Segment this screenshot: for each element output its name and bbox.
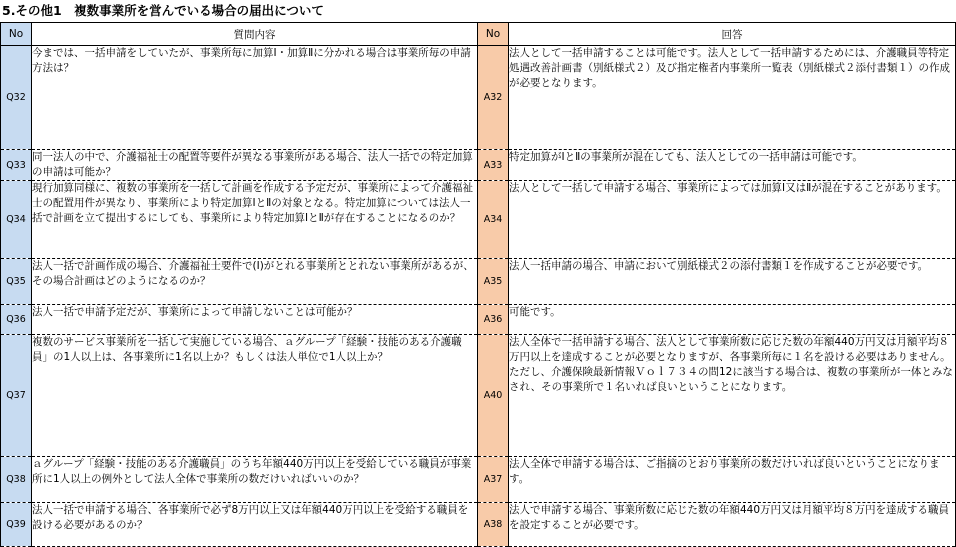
question-text: 複数のサービス事業所を一括して実施している場合、ａグループ「経験・技能のある介護職員」の1人以上は、各事業所に1名以上か？もしくは法人単位で1人以上か？ <box>32 335 478 457</box>
question-number: Q34 <box>1 181 32 259</box>
answer-number: A35 <box>478 259 509 305</box>
answer-text: 法人として一括して申請する場合、事業所によっては加算Ⅰ又はⅡが混在することがあります。 <box>509 181 956 259</box>
question-no-header: No <box>1 23 32 46</box>
question-text: ａグループ「経験・技能のある介護職員」のうち年額440万円以上を受給している職員が事業所に1人以上の例外として法人全体で事業所の数だけいればいいのか？ <box>32 457 478 503</box>
question-text: 法人一括で申請予定だが、事業所によって申請しないことは可能か？ <box>32 305 478 335</box>
table-row <box>1 259 956 305</box>
qa-table <box>0 22 956 547</box>
question-number: Q35 <box>1 259 32 305</box>
table-row <box>1 305 956 335</box>
answer-text: 特定加算がⅠとⅡの事業所が混在しても、法人としての一括申請は可能です。 <box>509 150 956 181</box>
answer-no-header: No <box>478 23 509 46</box>
answer-number: A40 <box>478 335 509 457</box>
question-text: 今までは、一括申請をしていたが、事業所毎に加算Ⅰ・加算Ⅱに分かれる場合は事業所毎の申請方法は？ <box>32 46 478 150</box>
answer-text: 可能です。 <box>509 305 956 335</box>
header-row <box>1 23 956 46</box>
question-text: 法人一括で申請する場合、各事業所で必ず8万円以上又は年額440万円以上を受給する職員を設ける必要があるのか？ <box>32 503 478 547</box>
answer-text: 法人一括申請の場合、申請において別紙様式２の添付書類１を作成することが必要です。 <box>509 259 956 305</box>
answer-text: 法人で申請する場合、事業所数に応じた数の年額440万円又は月額平均８万円を達成する職員を設定することが必要です。 <box>509 503 956 547</box>
table-row <box>1 46 956 150</box>
table-row <box>1 457 956 503</box>
question-text: 現行加算同様に、複数の事業所を一括して計画を作成する予定だが、事業所によって介護福祉士の配置用件が異なり、事業所により特定加算ⅠとⅡの対象となる。特定加算については法人一括で計画を立て提出するにしても、事業所により特定加算ⅠとⅡが存在することになるのか？ <box>32 181 478 259</box>
answer-number: A33 <box>478 150 509 181</box>
answer-text: 法人全体で一括申請する場合、法人として事業所数に応じた数の年額440万円又は月額平均８万円以上を達成することが必要となりますが、各事業所毎に１名を設ける必要はありません。 ただし、介護保険最新情報Ｖｏｌ７３４の問12に該当する場合は、複数の事業所が一体とみなされ、その事業所で１名いれば良いということになります。 <box>509 335 956 457</box>
question-header: 質問内容 <box>32 23 478 46</box>
question-number: Q32 <box>1 46 32 150</box>
question-text: 法人一括で計画作成の場合、介護福祉士要件で(Ⅰ)がとれる事業所ととれない事業所があるが、その場合計画はどのようになるのか？ <box>32 259 478 305</box>
section-title: 5.その他1 複数事業所を営んでいる場合の届出について <box>2 3 324 18</box>
question-number: Q33 <box>1 150 32 181</box>
question-text: 同一法人の中で、介護福祉士の配置等要件が異なる事業所がある場合、法人一括での特定加算の申請は可能か？ <box>32 150 478 181</box>
answer-number: A38 <box>478 503 509 547</box>
answer-number: A36 <box>478 305 509 335</box>
table-row <box>1 150 956 181</box>
answer-header: 回答 <box>509 23 956 46</box>
answer-number: A32 <box>478 46 509 150</box>
question-number: Q36 <box>1 305 32 335</box>
answer-text: 法人全体で申請する場合は、ご指摘のとおり事業所の数だけいれば良いということになります。 <box>509 457 956 503</box>
table-row <box>1 181 956 259</box>
question-number: Q37 <box>1 335 32 457</box>
question-number: Q38 <box>1 457 32 503</box>
answer-text: 法人として一括申請することは可能です。法人として一括申請するためには、介護職員等特定処遇改善計画書（別紙様式２）及び指定権者内事業所一覧表（別紙様式２添付書類１）の作成が必要となります。 <box>509 46 956 150</box>
table-row <box>1 335 956 457</box>
question-number: Q39 <box>1 503 32 547</box>
table-row <box>1 503 956 547</box>
answer-number: A34 <box>478 181 509 259</box>
answer-number: A37 <box>478 457 509 503</box>
